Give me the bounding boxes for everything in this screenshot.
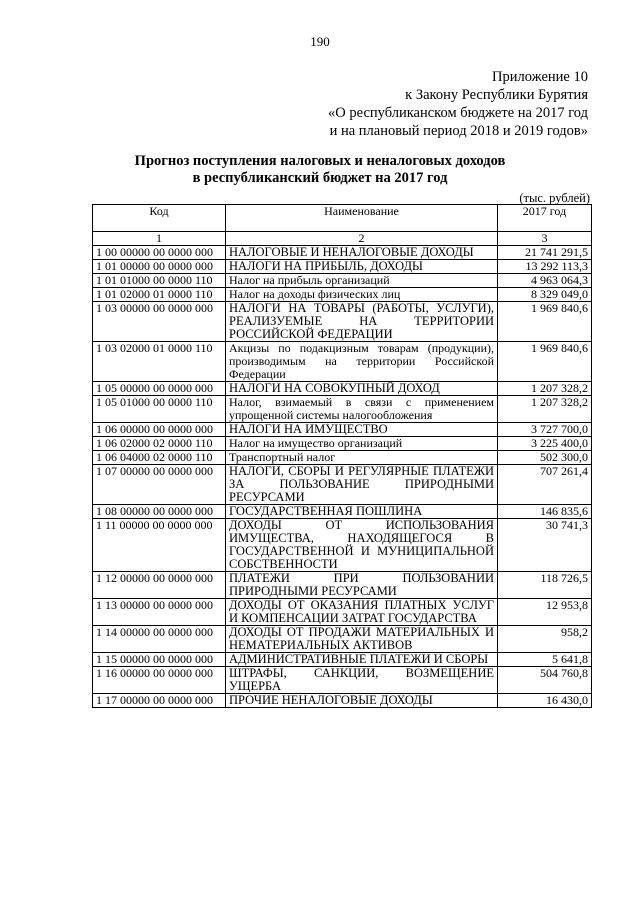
row-name: НАЛОГИ НА ИМУЩЕСТВО bbox=[226, 423, 498, 437]
table-row bbox=[93, 505, 592, 519]
row-name: АДМИНИСТРАТИВНЫЕ ПЛАТЕЖИ И СБОРЫ bbox=[226, 653, 498, 667]
header-code: Код bbox=[93, 205, 226, 232]
row-code: 1 01 02000 01 0000 110 bbox=[93, 288, 226, 302]
table-body bbox=[93, 246, 592, 708]
row-amount: 3 225 400,0 bbox=[498, 437, 592, 451]
row-code: 1 06 04000 02 0000 110 bbox=[93, 451, 226, 465]
appendix-header bbox=[328, 68, 588, 140]
row-code: 1 11 00000 00 0000 000 bbox=[93, 519, 226, 572]
row-name: ДОХОДЫ ОТ ПРОДАЖИ МАТЕРИАЛЬНЫХ И НЕМАТЕРИАЛЬНЫХ АКТИВОВ bbox=[226, 626, 498, 653]
row-amount: 12 953,8 bbox=[498, 599, 592, 626]
row-amount: 707 261,4 bbox=[498, 465, 592, 505]
row-amount: 8 329 049,0 bbox=[498, 288, 592, 302]
row-code: 1 14 00000 00 0000 000 bbox=[93, 626, 226, 653]
appendix-line: к Закону Республики Бурятия bbox=[405, 87, 588, 103]
row-code: 1 06 02000 02 0000 110 bbox=[93, 437, 226, 451]
row-code: 1 07 00000 00 0000 000 bbox=[93, 465, 226, 505]
row-amount: 30 741,3 bbox=[498, 519, 592, 572]
row-amount: 13 292 113,3 bbox=[498, 260, 592, 274]
row-amount: 4 963 064,3 bbox=[498, 274, 592, 288]
table-row bbox=[93, 572, 592, 599]
table-row bbox=[93, 437, 592, 451]
row-name: Налог на доходы физических лиц bbox=[226, 288, 498, 302]
table-row bbox=[93, 451, 592, 465]
table-row bbox=[93, 246, 592, 260]
row-code: 1 01 00000 00 0000 000 bbox=[93, 260, 226, 274]
column-number-code: 1 bbox=[93, 232, 226, 246]
appendix-line: Приложение 10 bbox=[492, 69, 588, 85]
row-name: ДОХОДЫ ОТ ИСПОЛЬЗОВАНИЯ ИМУЩЕСТВА, НАХОДЯЩЕГОСЯ В ГОСУДАРСТВЕННОЙ И МУНИЦИПАЛЬНОЙ СОБСТВЕННОСТИ bbox=[226, 519, 498, 572]
row-amount: 1 207 328,2 bbox=[498, 396, 592, 423]
row-name: Акцизы по подакцизным товарам (продукции), производимым на территории Российской Федерации bbox=[226, 342, 498, 382]
row-amount: 1 969 840,6 bbox=[498, 302, 592, 342]
row-name: НАЛОГИ НА ПРИБЫЛЬ, ДОХОДЫ bbox=[226, 260, 498, 274]
row-name: Налог на прибыль организаций bbox=[226, 274, 498, 288]
row-code: 1 15 00000 00 0000 000 bbox=[93, 653, 226, 667]
row-name: ГОСУДАРСТВЕННАЯ ПОШЛИНА bbox=[226, 505, 498, 519]
row-code: 1 06 00000 00 0000 000 bbox=[93, 423, 226, 437]
row-name: Транспортный налог bbox=[226, 451, 498, 465]
table-row bbox=[93, 382, 592, 396]
table-row bbox=[93, 667, 592, 694]
row-code: 1 17 00000 00 0000 000 bbox=[93, 694, 226, 708]
header-amount: 2017 год bbox=[498, 205, 592, 232]
row-amount: 3 727 700,0 bbox=[498, 423, 592, 437]
row-amount: 16 430,0 bbox=[498, 694, 592, 708]
row-amount: 958,2 bbox=[498, 626, 592, 653]
row-name: ШТРАФЫ, САНКЦИИ, ВОЗМЕЩЕНИЕ УЩЕРБА bbox=[226, 667, 498, 694]
row-code: 1 13 00000 00 0000 000 bbox=[93, 599, 226, 626]
row-code: 1 08 00000 00 0000 000 bbox=[93, 505, 226, 519]
header-name: Наименование bbox=[226, 205, 498, 232]
column-number-row bbox=[93, 232, 592, 246]
row-name: НАЛОГИ, СБОРЫ И РЕГУЛЯРНЫЕ ПЛАТЕЖИ ЗА ПОЛЬЗОВАНИЕ ПРИРОДНЫМИ РЕСУРСАМИ bbox=[226, 465, 498, 505]
row-name: ПРОЧИЕ НЕНАЛОГОВЫЕ ДОХОДЫ bbox=[226, 694, 498, 708]
page-number: 190 bbox=[310, 34, 330, 49]
row-code: 1 16 00000 00 0000 000 bbox=[93, 667, 226, 694]
table-row bbox=[93, 694, 592, 708]
units-note: (тыс. рублей) bbox=[519, 191, 590, 205]
row-amount: 502 300,0 bbox=[498, 451, 592, 465]
row-amount: 118 726,5 bbox=[498, 572, 592, 599]
row-amount: 5 641,8 bbox=[498, 653, 592, 667]
row-amount: 146 835,6 bbox=[498, 505, 592, 519]
table-row bbox=[93, 599, 592, 626]
table-row bbox=[93, 465, 592, 505]
row-name: НАЛОГОВЫЕ И НЕНАЛОГОВЫЕ ДОХОДЫ bbox=[226, 246, 498, 260]
row-code: 1 05 01000 00 0000 110 bbox=[93, 396, 226, 423]
revenue-table bbox=[92, 204, 592, 708]
row-amount: 504 760,8 bbox=[498, 667, 592, 694]
row-name: НАЛОГИ НА СОВОКУПНЫЙ ДОХОД bbox=[226, 382, 498, 396]
row-code: 1 12 00000 00 0000 000 bbox=[93, 572, 226, 599]
row-name: Налог, взимаемый в связи с применением упрощенной системы налогообложения bbox=[226, 396, 498, 423]
column-number-amount: 3 bbox=[498, 232, 592, 246]
row-name: ДОХОДЫ ОТ ОКАЗАНИЯ ПЛАТНЫХ УСЛУГ И КОМПЕНСАЦИИ ЗАТРАТ ГОСУДАРСТВА bbox=[226, 599, 498, 626]
table-header-row bbox=[93, 205, 592, 232]
appendix-line: «О республиканском бюджете на 2017 год bbox=[328, 105, 588, 121]
document-title bbox=[0, 153, 640, 187]
column-number-name: 2 bbox=[226, 232, 498, 246]
title-line: Прогноз поступления налоговых и неналоговых доходов bbox=[134, 153, 506, 169]
row-amount: 21 741 291,5 bbox=[498, 246, 592, 260]
table-row bbox=[93, 519, 592, 572]
row-name: ПЛАТЕЖИ ПРИ ПОЛЬЗОВАНИИ ПРИРОДНЫМИ РЕСУРСАМИ bbox=[226, 572, 498, 599]
row-code: 1 03 02000 01 0000 110 bbox=[93, 342, 226, 382]
row-code: 1 01 01000 00 0000 110 bbox=[93, 274, 226, 288]
row-name: НАЛОГИ НА ТОВАРЫ (РАБОТЫ, УСЛУГИ), РЕАЛИЗУЕМЫЕ НА ТЕРРИТОРИИ РОССИЙСКОЙ ФЕДЕРАЦИИ bbox=[226, 302, 498, 342]
table-row bbox=[93, 626, 592, 653]
appendix-line: и на плановый период 2018 и 2019 годов» bbox=[329, 123, 588, 139]
row-amount: 1 207 328,2 bbox=[498, 382, 592, 396]
table-row bbox=[93, 423, 592, 437]
table-row bbox=[93, 342, 592, 382]
table-row bbox=[93, 396, 592, 423]
row-code: 1 03 00000 00 0000 000 bbox=[93, 302, 226, 342]
title-line: в республиканский бюджет на 2017 год bbox=[192, 170, 448, 186]
row-name: Налог на имущество организаций bbox=[226, 437, 498, 451]
table-row bbox=[93, 302, 592, 342]
table-row bbox=[93, 274, 592, 288]
table-row bbox=[93, 260, 592, 274]
row-code: 1 05 00000 00 0000 000 bbox=[93, 382, 226, 396]
table-row bbox=[93, 653, 592, 667]
table-row bbox=[93, 288, 592, 302]
row-code: 1 00 00000 00 0000 000 bbox=[93, 246, 226, 260]
row-amount: 1 969 840,6 bbox=[498, 342, 592, 382]
